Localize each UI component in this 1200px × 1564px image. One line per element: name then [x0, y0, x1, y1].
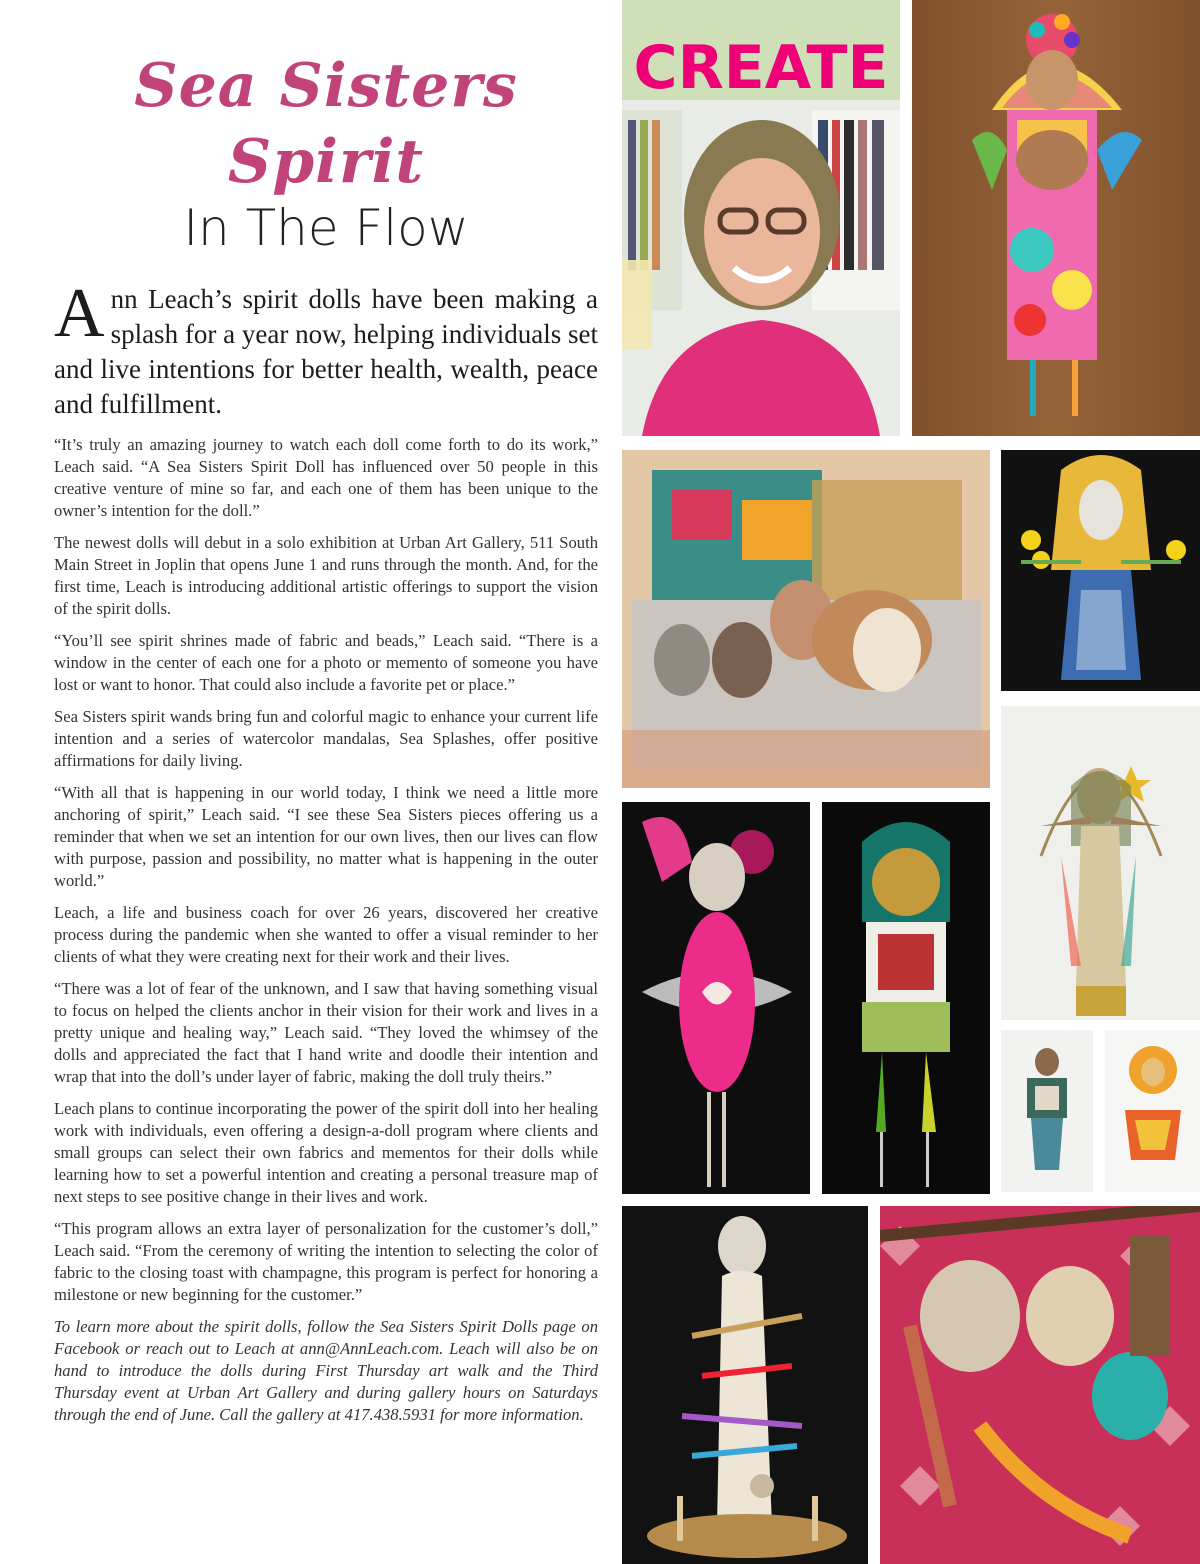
body-paragraph: “This program allows an extra layer of personalization for the customer’s doll,” Leach said. “From the ceremony of writing the intention to selecting the color of fabric to the closing toast with champagne, this program is perfect for honoring a milestone or new beginning for the customer.” — [54, 1219, 598, 1304]
doll-faces-box-photo — [622, 450, 990, 788]
body-paragraph: “There was a lot of fear of the unknown, and I saw that having something visual to focus on helped the clients anchor in their vision for their work and lives in a pretty unique and healing way,” Leach said. “They loved the whimsey of the dolls and appreciated the fact that I hand write and doodle their intention and wrap that into the doll’s under layer of fabric, making the doll truly theirs.” — [54, 979, 598, 1086]
small-shrine-photo — [1001, 1030, 1093, 1192]
body-paragraph: The newest dolls will debut in a solo exhibition at Urban Art Gallery, 511 South Main Street in Joplin that opens June 1 and runs through the month. And, for the first time, Leach is introducing additional artistic offerings to support the vision of the spirit dolls. — [54, 533, 598, 618]
lead-paragraph — [54, 275, 598, 422]
body-paragraph: “You’ll see spirit shrines made of fabric and beads,” Leach said. “There is a window in the center of each one for a photo or memento of someone you have lost or want to honor. That could also include a favorite pet or place.” — [54, 631, 598, 694]
body-paragraph: Leach, a life and business coach for over 26 years, discovered her creative process during the pandemic when she wanted to offer a visual reminder to her clients of what they were creating next for their work and their lives. — [54, 903, 598, 966]
article-column — [54, 40, 598, 1436]
closing-paragraph: To learn more about the spirit dolls, follow the Sea Sisters Spirit Dolls page on Facebook or reach out to Leach at ann@AnnLeach.com. Leach will also be on hand to introduce the dolls during First Thursday art walk and the Third Thursday event at Urban Art Gallery and during gallery hours on Saturdays through the end of June. Call the gallery at 417.438.5931 for more information. — [54, 1317, 598, 1424]
artist-portrait-photo — [622, 0, 900, 436]
lead-text: nn Leach’s spirit dolls have been making a splash for a year now, helping individuals set and live intentions for better health, wealth, peace and fulfillment. — [54, 284, 598, 419]
drop-cap: A — [54, 275, 105, 352]
create-sign: CREATE — [633, 33, 889, 103]
sun-doll-photo — [1105, 1030, 1200, 1192]
lion-shrine-photo — [822, 802, 990, 1194]
body-paragraph: “It’s truly an amazing journey to watch each doll come forth to do its work,” Leach said. “A Sea Sisters Spirit Doll has influenced over 50 people in this creative venture of mine so far, and each one of them has been unique to the owner’s intention for the doll.” — [54, 435, 598, 520]
faces-fabric-photo — [880, 1206, 1200, 1564]
star-doll-photo — [1001, 706, 1200, 1020]
article-subtitle: In The Flow — [183, 199, 469, 257]
pink-doll-photo — [622, 802, 810, 1194]
body-paragraph: Sea Sisters spirit wands bring fun and colorful magic to enhance your current life intention and a series of watercolor mandalas, Sea Splashes, offer positive affirmations for daily living. — [54, 707, 598, 770]
spirit-doll-wood-photo — [912, 0, 1200, 436]
body-paragraph: “With all that is happening in our world today, I think we need a little more anchoring of spirit,” Leach said. “I see these Sea Sisters pieces offering us a reminder that when we set an intention for our own lives, then our lives can flow with purpose, passion and possibility, no matter what is happening in the outer world.” — [54, 783, 598, 890]
yellow-hair-doll-photo — [1001, 450, 1200, 691]
article-title: Sea Sisters Spirit — [134, 51, 518, 197]
driftwood-doll-photo — [622, 1206, 868, 1564]
body-paragraph: Leach plans to continue incorporating the power of the spirit doll into her healing work with individuals, even offering a design-a-doll program where clients and small groups can select their own fabrics and mementos for their dolls while learning how to set a powerful intention and creating a personal treasure map of next steps to see positive change in their lives and work. — [54, 1099, 598, 1206]
